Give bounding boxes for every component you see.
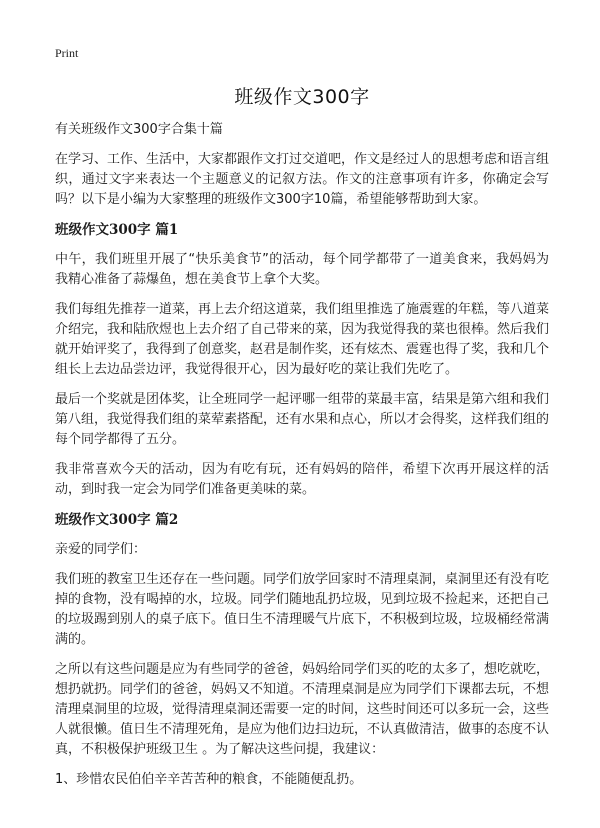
document-subtitle: 有关班级作文300字合集十篇 bbox=[55, 122, 223, 137]
page-title: 班级作文300字 bbox=[234, 86, 370, 108]
paragraph: 中午，我们班里开展了“快乐美食节”的活动，每个同学都带了一道美食来，我妈妈为我精心准备了蒜爆鱼，想在美食节上拿个大奖。 bbox=[55, 252, 549, 287]
paragraph: 1、珍惜农民伯伯辛辛苦苦种的粮食，不能随便乱扔。 bbox=[55, 772, 363, 787]
essay-section-1 bbox=[55, 220, 549, 500]
section-heading: 班级作文300字 篇2 bbox=[55, 512, 179, 528]
paragraph: 亲爱的同学们： bbox=[55, 542, 147, 557]
paragraph: 最后一个奖就是团体奖，让全班同学一起评哪一组带的菜最丰富，结果是第六组和我们第八组，我觉得我们组的菜荤素搭配，还有水果和点心，所以才会得奖，这样我们组的每个同学都得了五分。 bbox=[55, 392, 550, 447]
paragraph: 我非常喜欢今天的活动，因为有吃有玩，还有妈妈的陪伴，希望下次再开展这样的活动，到时我一定会为同学们准备更美味的菜。 bbox=[55, 462, 549, 497]
paragraph: 之所以有这些问题是应为有些同学的爸爸，妈妈给同学们买的吃的太多了，想吃就吃，想扔就扔。同学们的爸爸，妈妈又不知道。不清理桌洞是应为同学们下课都去玩，不想清理桌洞里的垃圾，觉得清理桌洞还需要一定的时间，这些时间还可以多玩一会，这些人就很懒。值日生不清理死角，是应为他们边扫边玩，不认真做清洁，做事的态度不认真，不积极保护班级卫生 。为了解决这些问提，我建议： bbox=[55, 662, 550, 757]
intro-paragraph: 在学习、工作、生活中，大家都跟作文打过交道吧，作文是经过人的思想考虑和语言组织，通过文字来表达一个主题意义的记叙方法。作文的注意事项有许多，你确定会写吗？以下是小编为大家整理的班级作文300字10篇，希望能够帮助到大家。 bbox=[55, 152, 550, 207]
document-content bbox=[55, 120, 549, 800]
section-heading: 班级作文300字 篇1 bbox=[55, 222, 179, 238]
essay-section-2 bbox=[55, 510, 549, 790]
paragraph: 我们每组先推荐一道菜，再上去介绍这道菜，我们组里推选了施震霆的年糕，等八道菜介绍完，我和陆欣煜也上去介绍了自己带来的菜，因为我觉得我的菜也很棒。然后我们就开始评奖了，我得到了创意奖，赵君是制作奖，还有炫杰、震霆也得了奖，我和几个组长上去边品尝边评，我觉得很开心，因为最好吃的菜让我们先吃了。 bbox=[55, 302, 550, 377]
paragraph: 我们班的教室卫生还存在一些问题。同学们放学回家时不清理桌洞，桌洞里还有没有吃掉的食物，没有喝掉的水，垃圾。同学们随地乱扔垃圾，见到垃圾不捡起来，还把自己的垃圾踢到别人的桌子底下。值日生不清理暖气片底下，不积极到垃圾，垃圾桶经常满满的。 bbox=[55, 572, 550, 647]
print-label: Print bbox=[55, 46, 79, 60]
